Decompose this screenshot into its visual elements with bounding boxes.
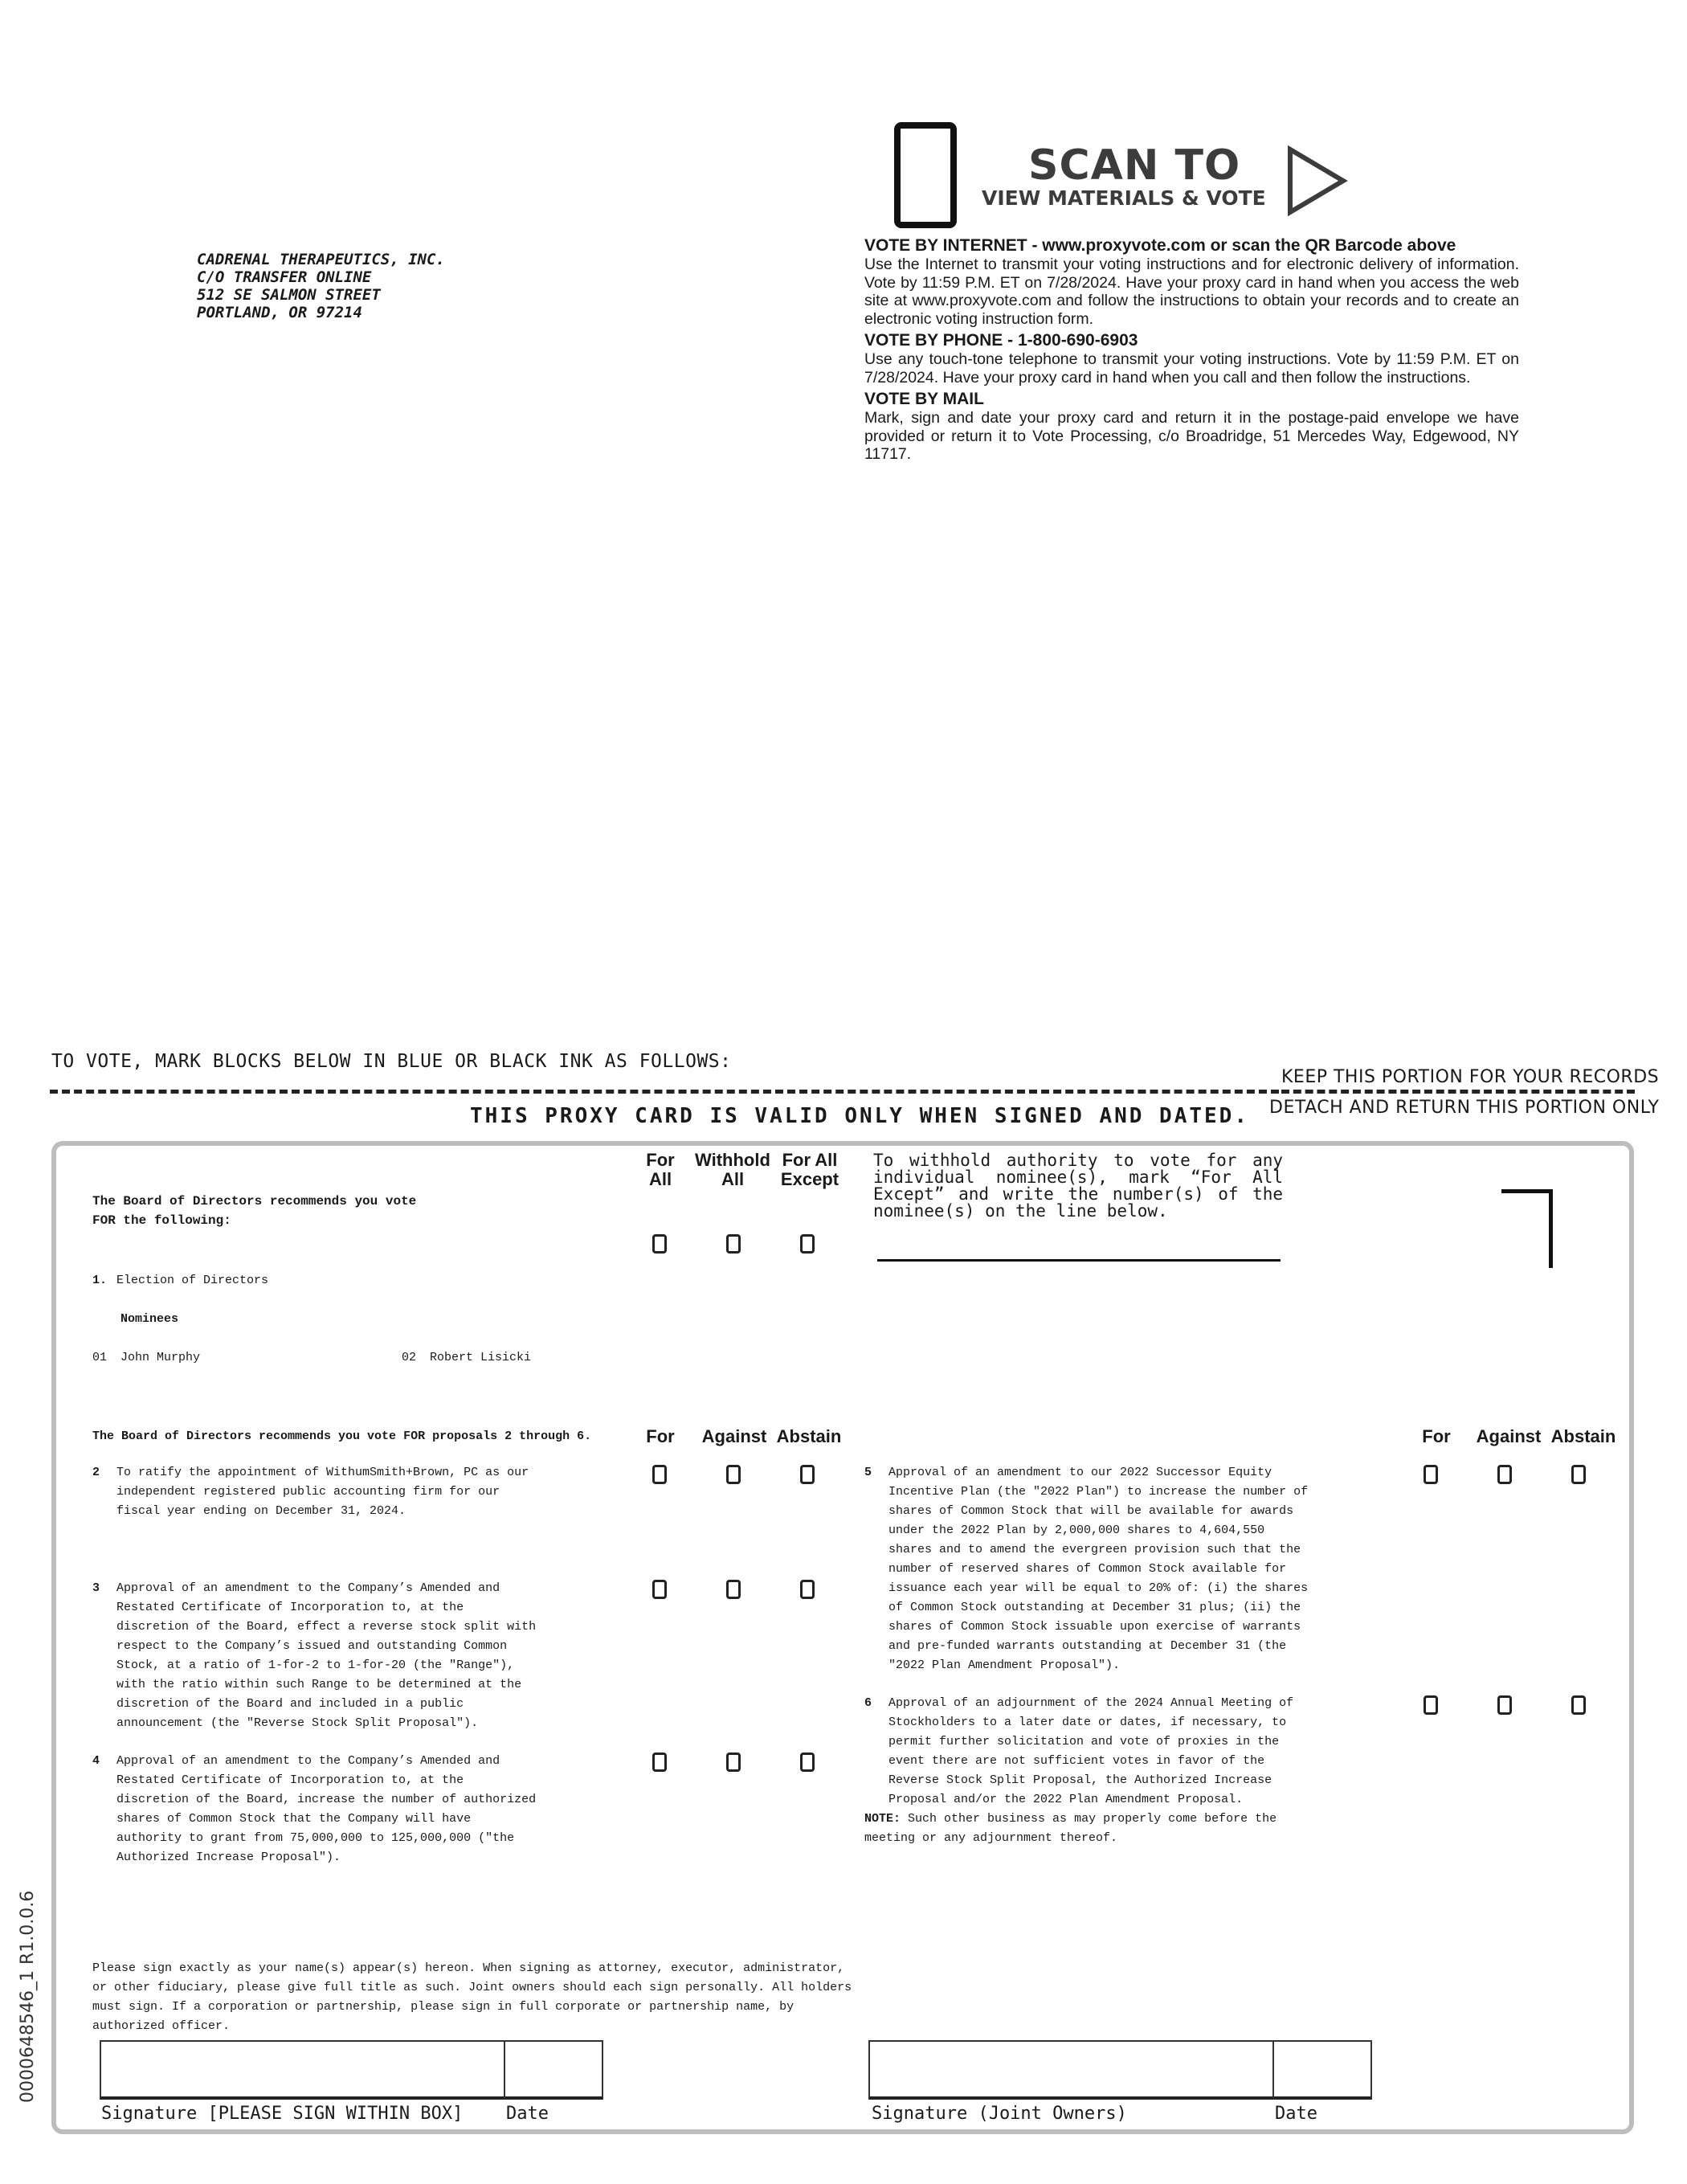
vote-internet-title: VOTE BY INTERNET - www.proxyvote.com or scan the QR Barcode above xyxy=(864,236,1456,255)
vote-mail-text: Mark, sign and date your proxy card and return it in the postage-paid envelope we have provided or return it to Vote Processing, c/o Broadridge, 51 Mercedes Way, Edgewood, NY 11717. xyxy=(864,409,1519,463)
col-for-all-except: For All Except xyxy=(780,1150,839,1189)
col-for: For xyxy=(646,1426,675,1446)
note-label: NOTE: xyxy=(864,1812,901,1826)
proposal-2-for-checkbox[interactable] xyxy=(652,1465,667,1484)
vote-phone-text: Use any touch-tone telephone to transmit your voting instructions. Vote by 11:59 P.M. ET on 7/28/2024. Have your proxy card in hand when you call and then follow the instructions. xyxy=(864,350,1519,386)
proposal-number: 2 xyxy=(92,1466,100,1479)
address-line: CADRENAL THERAPEUTICS, INC. xyxy=(197,251,445,268)
proposal-4 xyxy=(92,1752,542,1864)
proposal-number: 3 xyxy=(92,1581,100,1595)
meeting-note xyxy=(864,1810,1314,1848)
detach-line xyxy=(50,1090,1279,1094)
proposal-2-abstain-checkbox[interactable] xyxy=(800,1465,815,1484)
proposal-number: 5 xyxy=(864,1466,872,1479)
election-item xyxy=(92,1271,574,1292)
col-abstain-right: Abstain xyxy=(1550,1426,1616,1446)
vote-phone-title: VOTE BY PHONE - 1-800-690-6903 xyxy=(864,331,1138,350)
col-withhold-all: Withhold All xyxy=(695,1150,770,1189)
nominee-name: Robert Lisicki xyxy=(430,1351,532,1364)
joint-signature-label: Signature (Joint Owners) xyxy=(872,2104,1127,2124)
proposal-6-against-checkbox[interactable] xyxy=(1497,1695,1512,1715)
phone-icon xyxy=(894,122,957,228)
corner-mark xyxy=(1501,1189,1553,1268)
detach-portion-label: DETACH AND RETURN THIS PORTION ONLY xyxy=(1269,1098,1660,1118)
scan-subtitle: VIEW MATERIALS & VOTE xyxy=(982,186,1266,210)
nominee-name: John Murphy xyxy=(120,1351,201,1364)
address-line: 512 SE SALMON STREET xyxy=(197,286,381,304)
joint-date-box[interactable] xyxy=(1274,2040,1372,2100)
proposal-3-abstain-checkbox[interactable] xyxy=(800,1580,815,1599)
address-line: PORTLAND, OR 97214 xyxy=(197,304,362,321)
election-recommendation: The Board of Directors recommends you vote FOR the following: xyxy=(92,1194,417,1228)
item-number: 1. xyxy=(92,1274,108,1287)
proposal-text: Approval of an amendment to the Company’s Amended and Restated Certificate of Incorporation to, at the discretion of the Board, effect a reverse stock split with respect to the Company’s issued and outstanding Common Stock, at a ratio of 1-for-2 to 1-for-20 (the "Range"), with the ratio within such Range to be determined at the discretion of the Board and included in a public announcement (the "Reverse Stock Split Proposal"). xyxy=(116,1581,537,1730)
proposal-5-abstain-checkbox[interactable] xyxy=(1571,1465,1586,1484)
detach-line-right xyxy=(1281,1090,1635,1094)
vote-instructions xyxy=(864,236,1519,467)
for-all-checkbox[interactable] xyxy=(652,1234,667,1254)
note-text: Such other business as may properly come before the meeting or any adjournment thereof. xyxy=(864,1812,1277,1845)
proposal-text: Approval of an amendment to our 2022 Successor Equity Incentive Plan (the "2022 Plan") to increase the number of shares of Common Stock that will be available for awards under the 2022 Plan by 2,000,000 shares to 4,604,550 shares and to amend the evergreen provision such that the number of reserved shares of Common Stock available for issuance each year will be equal to 20% of: (i) the shares of Common Stock outstanding at December 31 plus; (ii) the shares of Common Stock issuable upon exercise of warrants and pre-funded warrants outstanding at December 31 (the "2022 Plan Amendment Proposal"). xyxy=(888,1466,1309,1672)
col-abstain: Abstain xyxy=(776,1426,842,1446)
vote-internet-text: Use the Internet to transmit your voting instructions and for electronic delivery of information. Vote by 11:59 P.M. ET on 7/28/2024. Have your proxy card in hand when you access the web site at www.proxyvote.com and follow the instructions to obtain your records and to create an electronic voting instruction form. xyxy=(864,256,1519,328)
joint-signature-box[interactable] xyxy=(868,2040,1274,2100)
proposal-2 xyxy=(92,1463,542,1528)
proposal-3 xyxy=(92,1579,542,1730)
col-for-all: For All xyxy=(646,1150,675,1189)
joint-date-label: Date xyxy=(1275,2104,1317,2124)
col-for-right: For xyxy=(1422,1426,1451,1446)
nominees-label: Nominees xyxy=(120,1312,179,1326)
proposal-number: 4 xyxy=(92,1754,100,1768)
proposal-5-for-checkbox[interactable] xyxy=(1424,1465,1438,1484)
col-against-right: Against xyxy=(1476,1426,1542,1446)
nominee-number: 01 xyxy=(92,1351,108,1364)
date-box[interactable] xyxy=(505,2040,603,2100)
proposal-3-for-checkbox[interactable] xyxy=(652,1580,667,1599)
for-all-except-checkbox[interactable] xyxy=(800,1234,815,1254)
vote-mail-title: VOTE BY MAIL xyxy=(864,390,984,408)
proposal-4-abstain-checkbox[interactable] xyxy=(800,1753,815,1772)
proposal-5-against-checkbox[interactable] xyxy=(1497,1465,1512,1484)
play-arrow-icon xyxy=(1285,145,1350,217)
address-line: C/O TRANSFER ONLINE xyxy=(197,268,372,286)
nominee-number: 02 xyxy=(402,1351,417,1364)
date-label: Date xyxy=(506,2104,549,2124)
proposal-6-abstain-checkbox[interactable] xyxy=(1571,1695,1586,1715)
signature-box[interactable] xyxy=(100,2040,505,2100)
proposal-6 xyxy=(864,1694,1314,1806)
proposal-number: 6 xyxy=(864,1696,872,1710)
proposal-5 xyxy=(864,1463,1314,1672)
proposal-text: Approval of an amendment to the Company’s Amended and Restated Certificate of Incorporation to, at the discretion of the Board, increase the number of authorized shares of Common Stock that the Company will have authority to grant from 75,000,000 to 125,000,000 ("the Authorized Increase Proposal"). xyxy=(116,1754,537,1864)
signature-instructions: Please sign exactly as your name(s) appear(s) hereon. When signing as attorney, executor, administrator, or other fiduciary, please give full title as such. Joint owners should each sign personally. All holders must sign. If a corporation or partnership, please sign in full corporate or partnership name, by authorized officer. xyxy=(92,1961,852,2033)
return-address xyxy=(197,251,445,321)
withhold-all-checkbox[interactable] xyxy=(726,1234,741,1254)
proposal-4-for-checkbox[interactable] xyxy=(652,1753,667,1772)
proposal-text: Approval of an adjournment of the 2024 Annual Meeting of Stockholders to a later date or dates, if necessary, to permit further solicitation and vote of proxies in the event there are not sufficient votes in favor of the Reverse Stock Split Proposal, the Authorized Increase Proposal and/or the 2022 Plan Amendment Proposal. xyxy=(888,1696,1294,1806)
document-code: 0000648546_1 R1.0.0.6 xyxy=(18,1890,38,2103)
proposal-3-against-checkbox[interactable] xyxy=(726,1580,741,1599)
col-against: Against xyxy=(701,1426,767,1446)
keep-portion-label: KEEP THIS PORTION FOR YOUR RECORDS xyxy=(1281,1067,1660,1087)
item-label: Election of Directors xyxy=(116,1274,269,1287)
validity-notice: THIS PROXY CARD IS VALID ONLY WHEN SIGNED AND DATED. xyxy=(470,1104,1249,1128)
proposal-6-for-checkbox[interactable] xyxy=(1424,1695,1438,1715)
scan-title: SCAN TO xyxy=(1028,141,1241,190)
proposal-4-against-checkbox[interactable] xyxy=(726,1753,741,1772)
proposal-2-against-checkbox[interactable] xyxy=(726,1465,741,1484)
proposals-recommendation: The Board of Directors recommends you vote FOR proposals 2 through 6. xyxy=(92,1429,592,1443)
mark-instructions: TO VOTE, MARK BLOCKS BELOW IN BLUE OR BLACK INK AS FOLLOWS: xyxy=(51,1051,732,1072)
signature-label: Signature [PLEASE SIGN WITHIN BOX] xyxy=(101,2104,464,2124)
proposal-text: To ratify the appointment of WithumSmith+Brown, PC as our independent registered public accounting firm for our fiscal year ending on December 31, 2024. xyxy=(116,1466,529,1518)
nominee-write-in-line[interactable] xyxy=(877,1259,1281,1262)
withhold-instructions: To withhold authority to vote for any individual nominee(s), mark “For All Except” and write the number(s) of the nominee(s) on the line below. xyxy=(873,1151,1283,1221)
